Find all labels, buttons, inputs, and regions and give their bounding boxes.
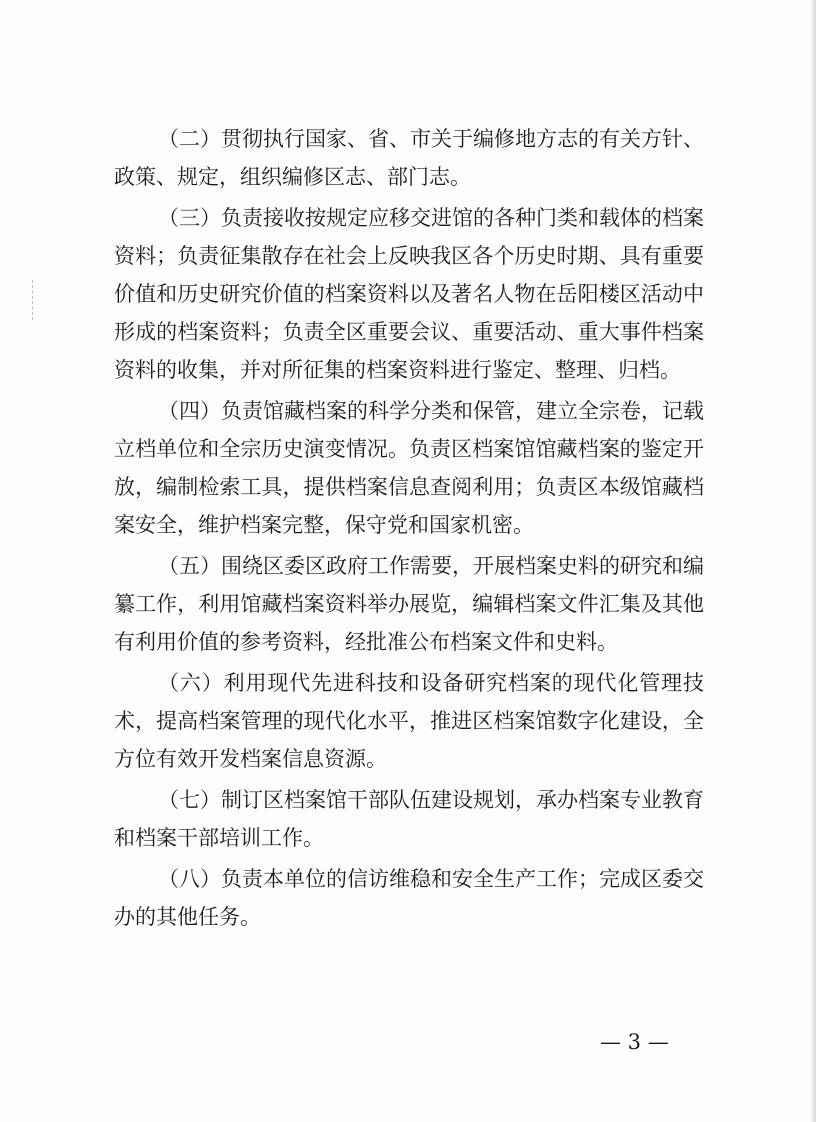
document-body	[114, 120, 704, 939]
scan-edge	[810, 0, 816, 1122]
paragraph-3: （三）负责接收按规定应移交进馆的各种门类和载体的档案资料；负责征集散存在社会上反映我区各个历史时期、具有重要价值和历史研究价值的档案资料以及著名人物在岳阳楼区活动中形成的档案资料；负责全区重要会议、重要活动、重大事件档案资料的收集，并对所征集的档案资料进行鉴定、整理、归档。	[114, 206, 704, 382]
margin-mark	[32, 280, 36, 320]
paragraph-5: （五）围绕区委区政府工作需要，开展档案史料的研究和编纂工作，利用馆藏档案资料举办展览，编辑档案文件汇集及其他有利用价值的参考资料，经批准公布档案文件和史料。	[114, 554, 704, 654]
paragraph-6: （六）利用现代先进科技和设备研究档案的现代化管理技术，提高档案管理的现代化水平，推进区档案馆数字化建设，全方位有效开发档案信息资源。	[114, 671, 704, 771]
page-number: — 3 —	[600, 1030, 669, 1054]
paragraph-7: （七）制订区档案馆干部队伍建设规划，承办档案专业教育和档案干部培训工作。	[114, 788, 704, 850]
paragraph-2: （二）贯彻执行国家、省、市关于编修地方志的有关方针、政策、规定，组织编修区志、部门志。	[114, 127, 704, 189]
paragraph-8: （八）负责本单位的信访维稳和安全生产工作；完成区委交办的其他任务。	[114, 867, 704, 929]
paragraph-4: （四）负责馆藏档案的科学分类和保管，建立全宗卷，记载立档单位和全宗历史演变情况。负责区档案馆馆藏档案的鉴定开放，编制检索工具，提供档案信息查阅利用；负责区本级馆藏档案安全，维护档案完整，保守党和国家机密。	[114, 399, 704, 537]
